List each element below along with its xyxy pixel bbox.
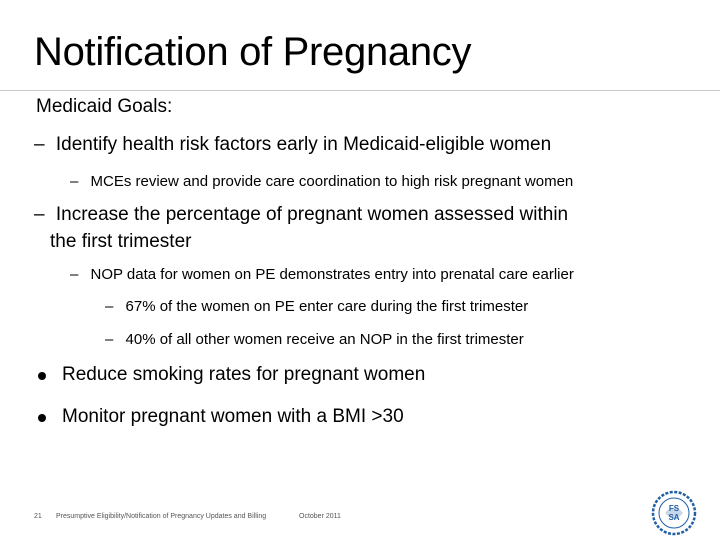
dash-marker: – (70, 266, 79, 283)
indiana-fssa-seal-icon (651, 490, 697, 536)
intro-text: Medicaid Goals: (36, 96, 173, 117)
bullet-dot-icon (38, 414, 46, 422)
goal-1-sub-1-text: MCEs review and provide care coordination to high risk pregnant women (90, 173, 574, 190)
dash-marker: – (34, 204, 45, 225)
dash-marker: – (70, 173, 79, 190)
logo-letters-top: FS (668, 504, 680, 513)
slide-title: Notification of Pregnancy (34, 30, 472, 74)
footer-doc-title: Presumptive Eligibility/Notification of Pregnancy Updates and Billing (56, 513, 267, 520)
goal-2 (34, 202, 568, 228)
title-divider (0, 90, 720, 91)
dash-marker: – (105, 331, 114, 348)
detail-2-text: 40% of all other women receive an NOP in the first trimester (125, 331, 524, 348)
goal-2-sub-1-detail-1 (105, 297, 528, 317)
logo-letters-bottom: SA (668, 513, 680, 522)
bullet-2-text: Monitor pregnant women with a BMI >30 (62, 406, 404, 427)
dash-marker: – (34, 134, 45, 155)
goal-1-sub-1 (70, 172, 573, 192)
goal-2-sub-1 (70, 265, 574, 285)
bullet-dot-icon (38, 372, 46, 380)
dash-marker: – (105, 298, 114, 315)
goal-2-text-line1: Increase the percentage of pregnant women assessed within (55, 204, 569, 225)
footer-date: October 2011 (299, 513, 341, 520)
page-number: 21 (34, 513, 42, 520)
goal-2-sub-1-detail-2 (105, 330, 524, 350)
goal-1-text: Identify health risk factors early in Medicaid-eligible women (55, 134, 552, 155)
goal-2-text-line2: the first trimester (50, 231, 192, 252)
detail-1-text: 67% of the women on PE enter care during the first trimester (125, 298, 529, 315)
goal-1 (34, 132, 551, 158)
goal-2-sub-1-text: NOP data for women on PE demonstrates entry into prenatal care earlier (90, 266, 574, 283)
bullet-1-text: Reduce smoking rates for pregnant women (62, 364, 426, 385)
